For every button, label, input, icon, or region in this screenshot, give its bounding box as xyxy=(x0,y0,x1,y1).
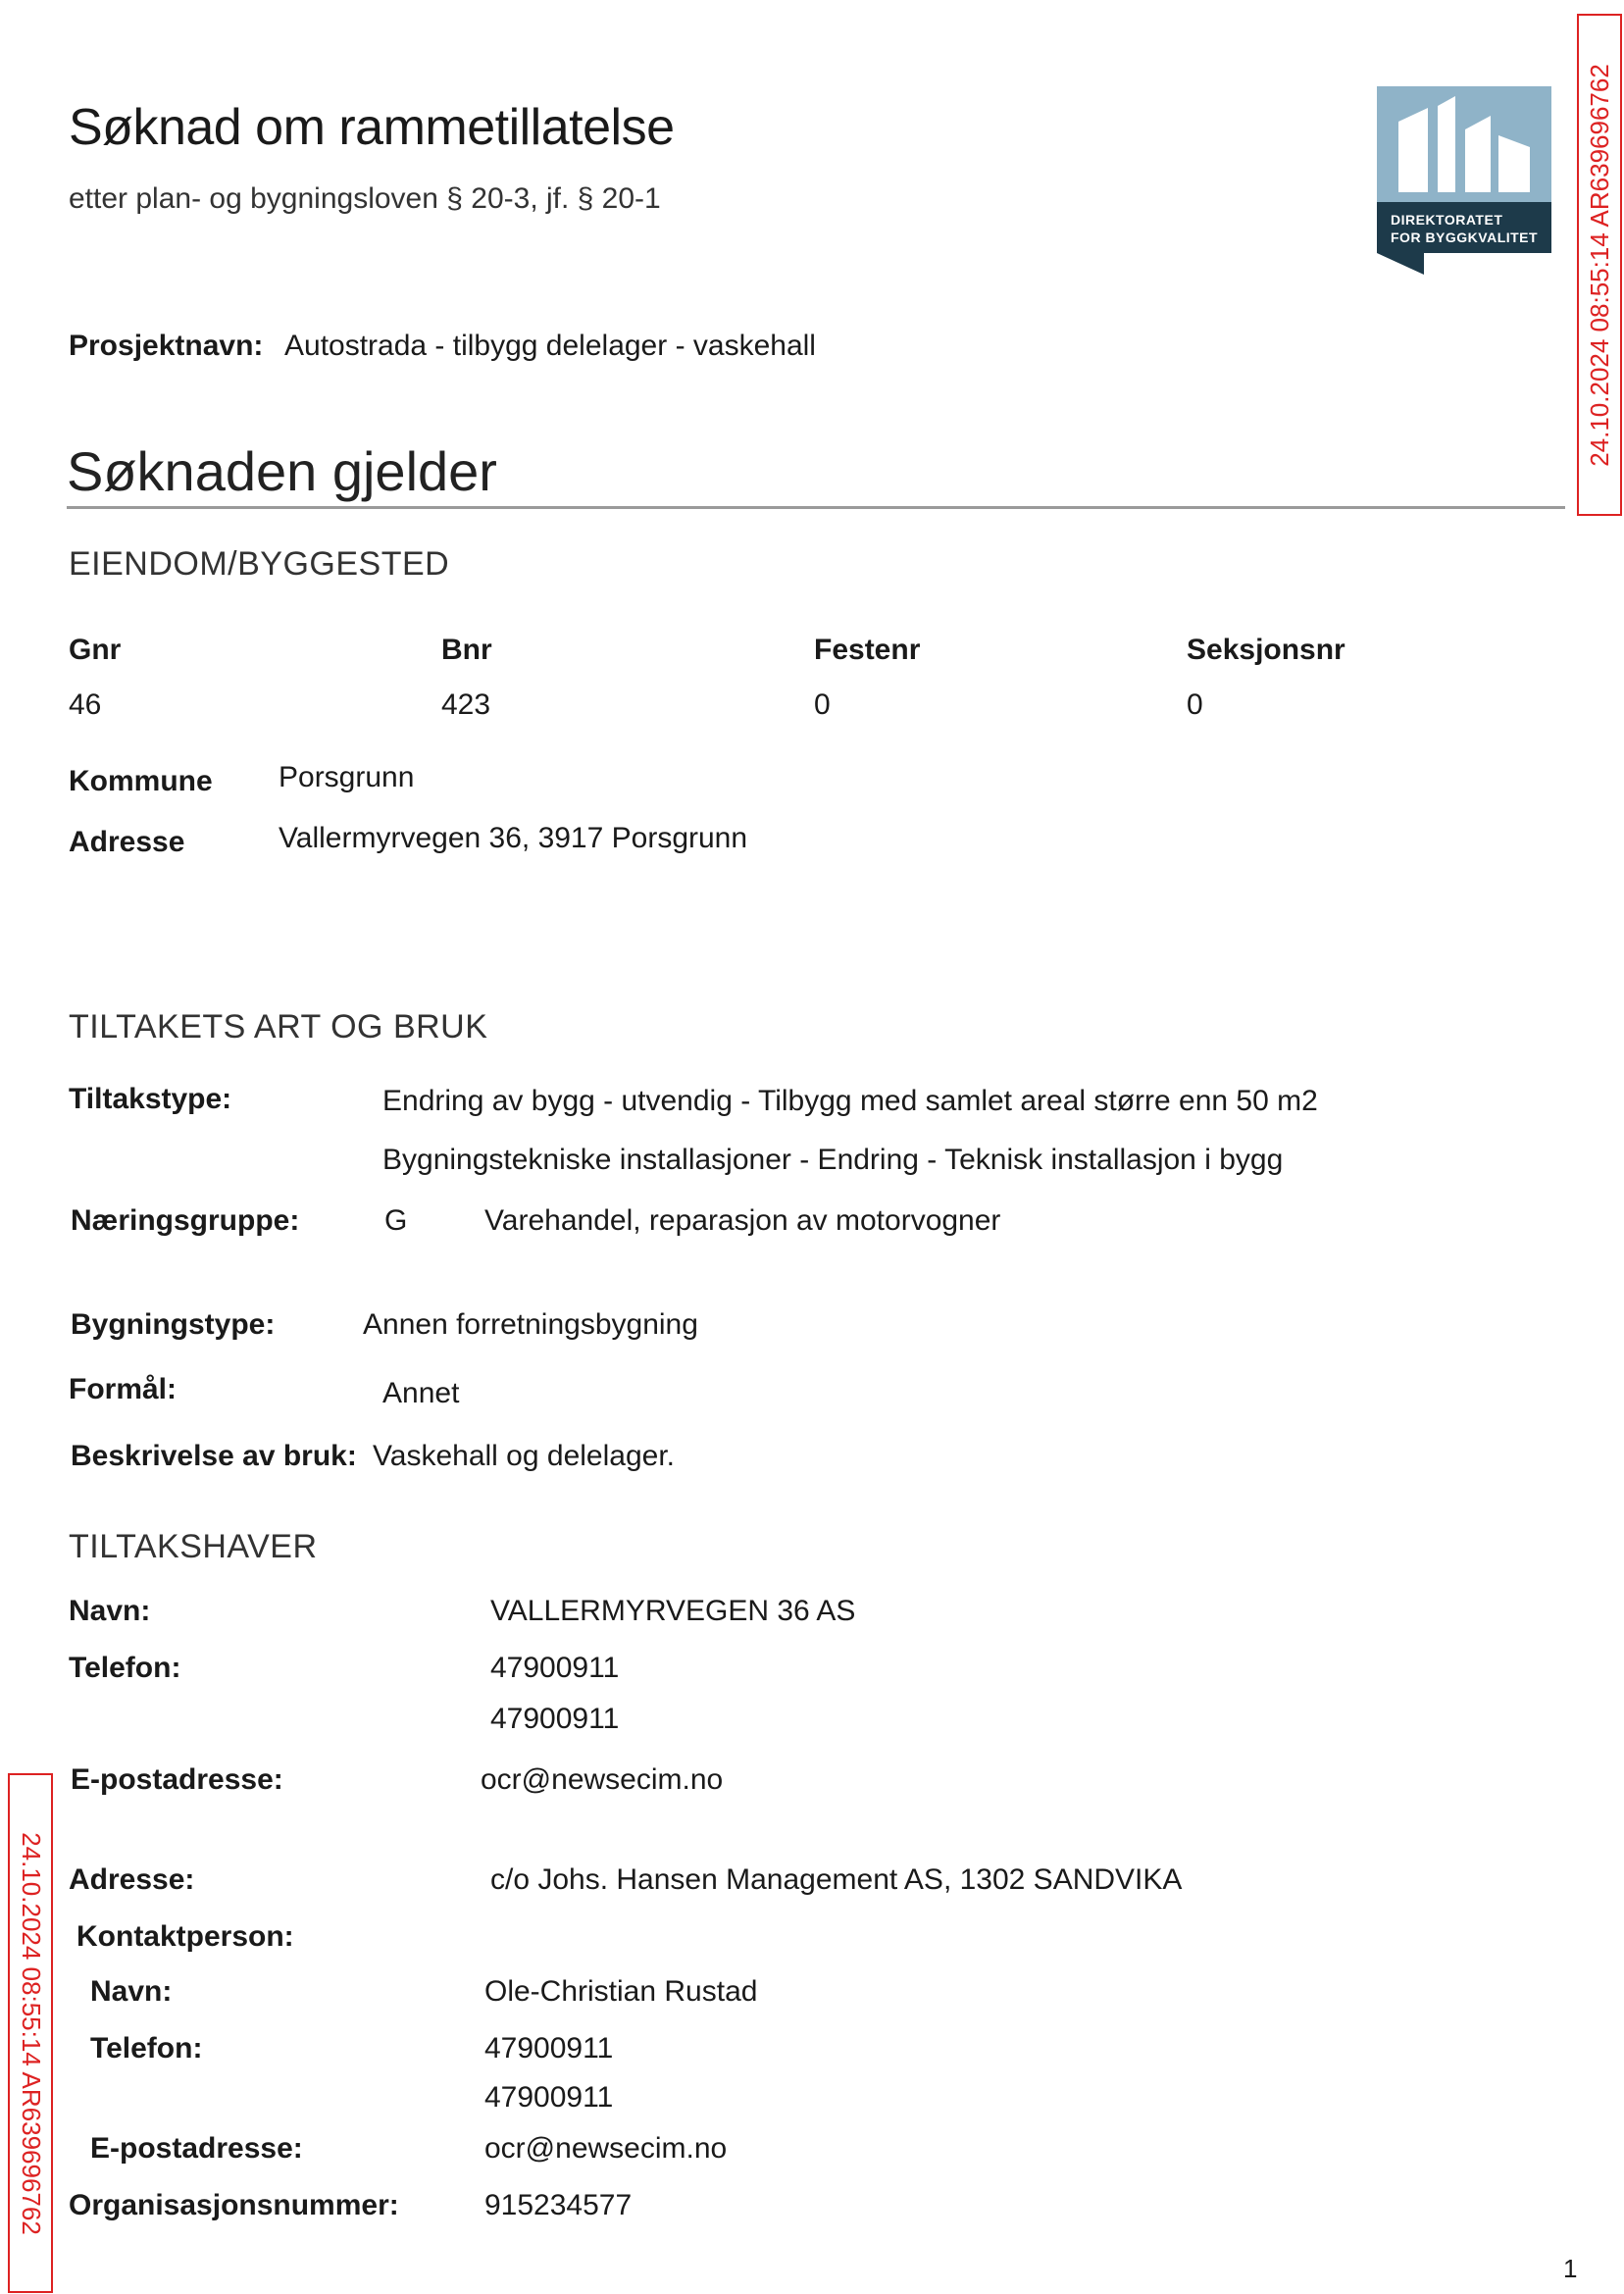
owner-adresse-value: c/o Johs. Hansen Management AS, 1302 SANDVIKA xyxy=(490,1863,1183,1896)
bnr-value: 423 xyxy=(441,688,491,721)
page-title: Søknad om rammetillatelse xyxy=(69,99,675,156)
owner-telefon-value-2: 47900911 xyxy=(490,1703,620,1735)
orgnr-label: Organisasjonsnummer: xyxy=(69,2189,399,2221)
tiltakstype-label: Tiltakstype: xyxy=(69,1083,232,1115)
festenr-label: Festenr xyxy=(814,634,921,666)
stamp-left xyxy=(8,1773,53,2293)
stamp-left-text: 24.10.2024 08:55:14 AR639696762 xyxy=(16,1831,46,2235)
naeringsgruppe-value: Varehandel, reparasjon av motorvogner xyxy=(484,1204,1001,1237)
logo-graphic xyxy=(1377,86,1551,202)
project-name-label: Prosjektnavn: xyxy=(69,330,264,362)
owner-navn-label: Navn: xyxy=(69,1595,151,1627)
formaal-label: Formål: xyxy=(69,1373,178,1405)
adresse-label: Adresse xyxy=(69,826,185,858)
naeringsgruppe-label: Næringsgruppe: xyxy=(71,1204,300,1237)
measure-heading: TILTAKETS ART OG BRUK xyxy=(69,1008,488,1045)
page-subtitle: etter plan- og bygningsloven § 20-3, jf. § 20-1 xyxy=(69,182,661,215)
kontakt-epost-label: E-postadresse: xyxy=(90,2132,303,2165)
tiltakstype-value-2: Bygningstekniske installasjoner - Endring - Teknisk installasjon i bygg xyxy=(382,1144,1284,1176)
tiltakstype-value-1: Endring av bygg - utvendig - Tilbygg med samlet areal større enn 50 m2 xyxy=(382,1085,1318,1117)
bnr-label: Bnr xyxy=(441,634,492,666)
stamp-right xyxy=(1577,14,1622,516)
seksjonsnr-label: Seksjonsnr xyxy=(1187,634,1345,666)
page-number: 1 xyxy=(1563,2254,1578,2283)
owner-epost-label: E-postadresse: xyxy=(71,1763,283,1796)
kontakt-navn-label: Navn: xyxy=(90,1975,173,2008)
kontakt-telefon-value-2: 47900911 xyxy=(484,2081,614,2114)
kontakt-epost-value: ocr@newsecim.no xyxy=(484,2132,728,2165)
section-title: Søknaden gjelder xyxy=(67,440,497,502)
section-divider xyxy=(67,506,1565,509)
kontaktperson-label: Kontaktperson: xyxy=(76,1920,294,1953)
project-name-value: Autostrada - tilbygg delelager - vaskehall xyxy=(284,330,816,362)
kontakt-telefon-label: Telefon: xyxy=(90,2032,203,2065)
gnr-value: 46 xyxy=(69,688,102,721)
stamp-right-text: 24.10.2024 08:55:14 AR639696762 xyxy=(1584,63,1614,467)
festenr-value: 0 xyxy=(814,688,831,721)
bygningstype-label: Bygningstype: xyxy=(71,1308,276,1341)
seksjonsnr-value: 0 xyxy=(1187,688,1203,721)
logo-text-line2: FOR BYGGKVALITET xyxy=(1391,229,1539,245)
logo-band xyxy=(1377,202,1551,253)
beskrivelse-value: Vaskehall og delelager. xyxy=(373,1440,675,1472)
owner-telefon-label: Telefon: xyxy=(69,1652,181,1684)
kontakt-navn-value: Ole-Christian Rustad xyxy=(484,1975,758,2008)
logo-buildings-icon xyxy=(1377,86,1551,202)
beskrivelse-label: Beskrivelse av bruk: xyxy=(71,1440,357,1472)
logo-text-line1: DIREKTORATET xyxy=(1391,212,1503,228)
dibk-logo xyxy=(1377,86,1551,275)
kommune-value: Porsgrunn xyxy=(279,761,415,793)
owner-telefon-value-1: 47900911 xyxy=(490,1652,620,1684)
owner-epost-value: ocr@newsecim.no xyxy=(481,1763,724,1796)
orgnr-value: 915234577 xyxy=(484,2189,633,2221)
bygningstype-value: Annen forretningsbygning xyxy=(363,1308,698,1341)
kontakt-telefon-value-1: 47900911 xyxy=(484,2032,614,2065)
formaal-value: Annet xyxy=(382,1377,460,1409)
owner-navn-value: VALLERMYRVEGEN 36 AS xyxy=(490,1595,856,1627)
kommune-label: Kommune xyxy=(69,765,213,797)
property-heading: EIENDOM/BYGGESTED xyxy=(69,545,450,583)
owner-adresse-label: Adresse: xyxy=(69,1863,195,1896)
logo-flag-icon xyxy=(1377,253,1424,275)
gnr-label: Gnr xyxy=(69,634,122,666)
owner-heading: TILTAKSHAVER xyxy=(69,1528,318,1565)
adresse-value: Vallermyrvegen 36, 3917 Porsgrunn xyxy=(279,822,748,854)
naeringsgruppe-code: G xyxy=(384,1204,408,1237)
